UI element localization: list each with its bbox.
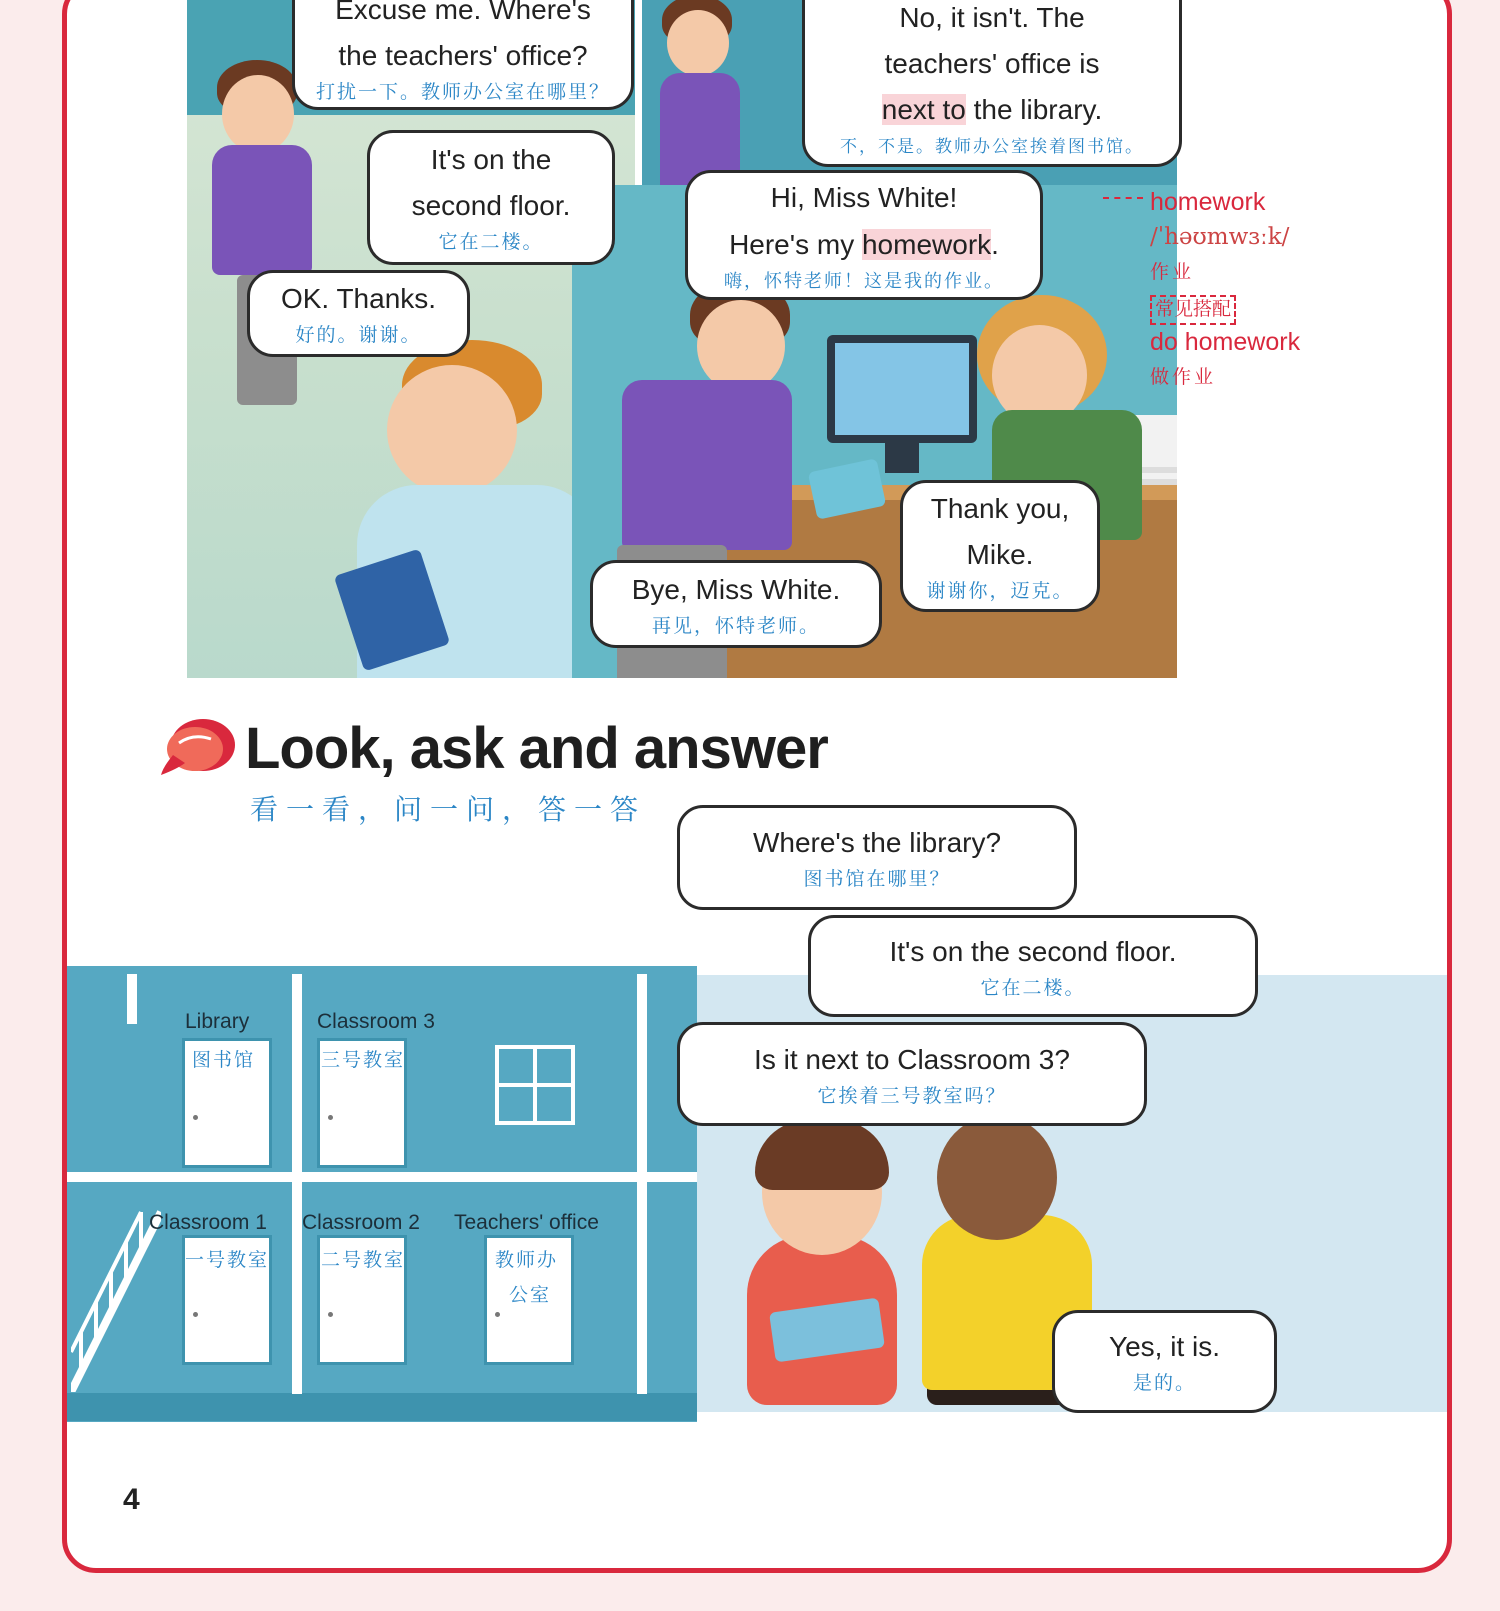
bubble-hi-miss-white-en-2 [700,222,1028,268]
bubble-yes-it-is [1052,1310,1277,1413]
bubble-q1-en: Where's the library? [752,827,1002,859]
building-roof [67,930,697,974]
bubble-no-it-isnt-en-3-rest: the library. [965,94,1103,126]
building-column-short [127,974,137,1024]
bubble-where-library [677,805,1077,910]
bubble-no-it-isnt [802,0,1182,167]
vocab-note [1150,185,1300,395]
bubble-no-it-isnt-en-2: teachers' office is [884,48,1100,80]
bubble-hi-miss-white-zh: 嗨，怀特老师！这是我的作业。 [724,270,1004,291]
teacher-head [387,365,517,495]
label-teachers-office: Teachers' office [454,1211,599,1234]
building-base [67,1393,697,1421]
label-library: Library [185,1010,250,1033]
building-column-1 [292,974,302,1394]
label-classroom1-zh: 一号教室 [185,1250,270,1271]
bubble-q1-zh: 图书馆在哪里？ [803,869,951,891]
vocab-meaning: 作业 [1150,262,1195,283]
bubble-second-floor [367,130,615,265]
staircase [71,1192,161,1392]
highlight-homework: homework [861,228,992,260]
bubble-no-it-isnt-en-1: No, it isn't. The [899,1,1085,33]
boy-head-2 [667,10,729,76]
bubble-bye-en: Bye, Miss White. [631,573,841,605]
bubble-thank-you-en-2: Mike. [966,538,1034,570]
section-title: Look, ask and answer [245,716,828,781]
section-subtitle: 看一看，问一问，答一答 [250,794,647,825]
boy-body [212,145,312,275]
bubble-q2-en: Is it next to Classroom 3? [754,1043,1070,1075]
bubble-second-floor-zh: 它在二楼。 [438,232,544,254]
vocab-arrow [1103,197,1143,200]
label-library-zh: 图书馆 [192,1050,256,1071]
bubble-a2-zh: 是的。 [1132,1373,1196,1395]
bubble-ok-thanks [247,270,470,357]
vocab-tag: 常见搭配 [1150,295,1236,325]
bubble-hi-en-2-post: . [991,228,999,260]
bubble-second-floor-en-2: second floor. [411,190,571,222]
bubble-excuse-me-en-2: the teachers' office? [338,40,588,72]
building-floor-divider [67,1172,697,1182]
computer-monitor [827,335,977,443]
bubble-next-to-classroom3 [677,1022,1147,1126]
boy-yellow-head [937,1115,1057,1240]
section-bubble-icon [159,715,237,777]
bubble-thank-you-en-1: Thank you, [930,492,1070,524]
mike-head [697,300,785,392]
mike-body [622,380,792,550]
girl-hair [755,1120,889,1190]
textbook-page [62,0,1452,1573]
label-classroom2: Classroom 2 [302,1211,420,1234]
highlight-next-to: next to [881,94,966,126]
bubble-a1-en: It's on the second floor. [889,935,1177,967]
bubble-hi-miss-white [685,170,1043,300]
vocab-collocation: do homework [1150,328,1301,356]
bubble-second-floor-en-1: It's on the [430,144,552,176]
building-window [495,1045,575,1125]
bubble-no-it-isnt-en-3 [817,87,1167,133]
monitor-stand [885,443,919,473]
boy-head [222,75,294,153]
label-classroom1: Classroom 1 [149,1211,267,1234]
bubble-a1-zh: 它在二楼。 [980,977,1086,999]
vocab-word: homework [1150,188,1266,216]
label-classroom3: Classroom 3 [317,1010,435,1033]
building-column-2 [637,974,647,1394]
label-classroom2-zh: 二号教室 [321,1250,406,1271]
vocab-phonetic: /ˈhəʊmwɜːk/ [1150,224,1290,250]
page-number: 4 [123,1483,140,1516]
label-teachers-office-zh-2: 公室 [509,1285,552,1306]
bubble-bye-zh: 再见，怀特老师。 [651,615,820,637]
bubble-excuse-me-en-1: Excuse me. Where's [335,0,591,26]
bubble-no-it-isnt-zh: 不，不是。教师办公室挨着图书馆。 [840,136,1144,156]
bubble-thank-you-zh: 谢谢你，迈克。 [926,580,1074,602]
bubble-second-floor-answer [808,915,1258,1017]
bubble-a2-en: Yes, it is. [1108,1331,1220,1363]
label-classroom3-zh: 三号教室 [321,1050,406,1071]
vocab-collocation-meaning: 做作业 [1150,367,1217,388]
bubble-thank-you [900,480,1100,612]
bubble-excuse-me [292,0,634,110]
bubble-hi-miss-white-en-1: Hi, Miss White! [770,182,958,214]
bubble-excuse-me-zh: 打扰一下。教师办公室在哪里？ [315,82,610,104]
bubble-q2-zh: 它挨着三号教室吗？ [817,1085,1007,1107]
bubble-ok-thanks-zh: 好的。谢谢。 [295,325,422,347]
bubble-hi-en-2-pre: Here's my [729,228,862,260]
label-teachers-office-zh-1: 教师办 [495,1250,559,1271]
bubble-ok-thanks-en: OK. Thanks. [280,283,437,315]
bubble-bye [590,560,882,648]
